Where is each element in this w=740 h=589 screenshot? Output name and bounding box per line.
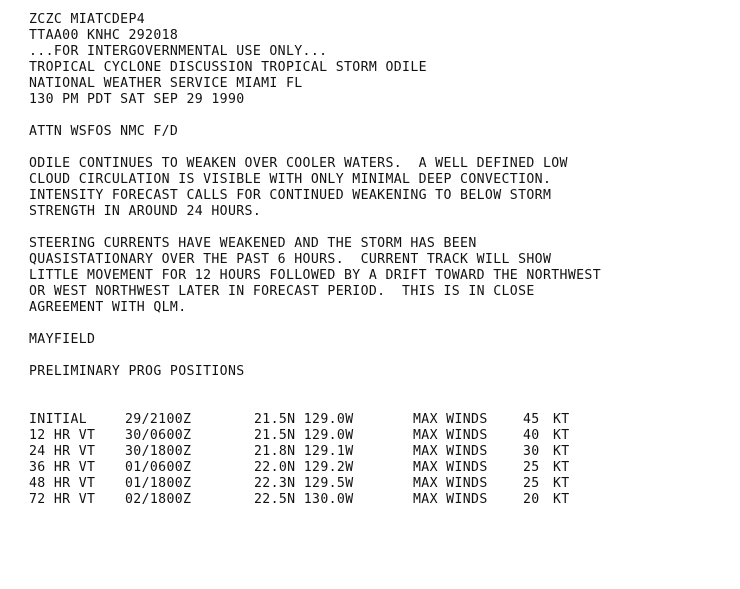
latitude: 21.8N <box>254 444 296 459</box>
paragraph-line: STEERING CURRENTS HAVE WEAKENED AND THE STORM HAS BEEN <box>29 236 477 251</box>
attention-line: ATTN WSFOS NMC F/D <box>29 124 179 139</box>
table-row <box>29 476 729 492</box>
forecast-position <box>254 444 413 460</box>
longitude: 129.2W <box>303 460 354 475</box>
wind-speed: 25 <box>523 476 540 491</box>
winds-label: MAX WINDS <box>413 428 488 443</box>
wind-speed: 25 <box>523 460 540 475</box>
header-line: TROPICAL CYCLONE DISCUSSION TROPICAL STORM ODILE <box>29 60 427 75</box>
paragraph-line: OR WEST NORTHWEST LATER IN FORECAST PERIOD. THIS IS IN CLOSE <box>29 284 535 299</box>
header-line: ZCZC MIATCDEP4 <box>29 12 146 27</box>
spacer <box>29 396 729 412</box>
paragraph-intensity <box>29 156 729 220</box>
paragraph-line: QUASISTATIONARY OVER THE PAST 6 HOURS. CURRENT TRACK WILL SHOW <box>29 252 552 267</box>
paragraph-steering <box>29 236 729 316</box>
forecast-time: 01/0600Z <box>125 460 192 475</box>
table-row <box>29 460 729 476</box>
table-row <box>29 428 729 444</box>
forecaster-signature: MAYFIELD <box>29 332 96 347</box>
paragraph-line: ODILE CONTINUES TO WEAKEN OVER COOLER WATERS. A WELL DEFINED LOW <box>29 156 568 171</box>
winds-label: MAX WINDS <box>413 460 488 475</box>
winds-label: MAX WINDS <box>413 492 488 507</box>
spacer <box>29 380 729 396</box>
discussion-document <box>29 12 729 508</box>
paragraph-line: AGREEMENT WITH QLM. <box>29 300 187 315</box>
winds-label: MAX WINDS <box>413 412 488 427</box>
latitude: 22.5N <box>254 492 296 507</box>
longitude: 129.1W <box>303 444 354 459</box>
table-row <box>29 444 729 460</box>
header-block <box>29 12 729 108</box>
wind-unit: KT <box>553 460 570 475</box>
forecast-label: INITIAL <box>29 412 88 427</box>
forecast-position <box>254 428 413 444</box>
table-row <box>29 492 729 508</box>
forecast-time: 29/2100Z <box>125 412 192 427</box>
prog-positions-title: PRELIMINARY PROG POSITIONS <box>29 364 245 379</box>
longitude: 129.5W <box>303 476 354 491</box>
table-row <box>29 412 729 428</box>
header-line: ...FOR INTERGOVERNMENTAL USE ONLY... <box>29 44 328 59</box>
wind-unit: KT <box>553 428 570 443</box>
spacer <box>29 140 729 156</box>
forecast-time: 02/1800Z <box>125 492 192 507</box>
forecast-label: 24 HR VT <box>29 444 96 459</box>
header-line: 130 PM PDT SAT SEP 29 1990 <box>29 92 245 107</box>
wind-speed: 20 <box>523 492 540 507</box>
latitude: 22.3N <box>254 476 296 491</box>
forecast-label: 48 HR VT <box>29 476 96 491</box>
forecast-position <box>254 460 413 476</box>
latitude: 21.5N <box>254 412 296 427</box>
forecast-position <box>254 476 413 492</box>
winds-label: MAX WINDS <box>413 444 488 459</box>
latitude: 22.0N <box>254 460 296 475</box>
spacer <box>29 348 729 364</box>
forecast-time: 30/1800Z <box>125 444 192 459</box>
wind-unit: KT <box>553 444 570 459</box>
spacer <box>29 220 729 236</box>
latitude: 21.5N <box>254 428 296 443</box>
wind-unit: KT <box>553 412 570 427</box>
forecast-label: 36 HR VT <box>29 460 96 475</box>
wind-speed: 45 <box>523 412 540 427</box>
header-line: NATIONAL WEATHER SERVICE MIAMI FL <box>29 76 303 91</box>
wind-unit: KT <box>553 492 570 507</box>
paragraph-line: INTENSITY FORECAST CALLS FOR CONTINUED WEAKENING TO BELOW STORM <box>29 188 552 203</box>
forecast-label: 12 HR VT <box>29 428 96 443</box>
spacer <box>29 108 729 124</box>
paragraph-line: LITTLE MOVEMENT FOR 12 HOURS FOLLOWED BY A DRIFT TOWARD THE NORTHWEST <box>29 268 601 283</box>
paragraph-line: STRENGTH IN AROUND 24 HOURS. <box>29 204 262 219</box>
longitude: 130.0W <box>303 492 354 507</box>
spacer <box>29 316 729 332</box>
forecast-position <box>254 412 413 428</box>
wind-speed: 40 <box>523 428 540 443</box>
wind-unit: KT <box>553 476 570 491</box>
forecast-label: 72 HR VT <box>29 492 96 507</box>
prog-positions-table <box>29 412 729 508</box>
winds-label: MAX WINDS <box>413 476 488 491</box>
longitude: 129.0W <box>303 412 354 427</box>
header-line: TTAA00 KNHC 292018 <box>29 28 179 43</box>
forecast-time: 01/1800Z <box>125 476 192 491</box>
paragraph-line: CLOUD CIRCULATION IS VISIBLE WITH ONLY MINIMAL DEEP CONVECTION. <box>29 172 552 187</box>
longitude: 129.0W <box>303 428 354 443</box>
wind-speed: 30 <box>523 444 540 459</box>
forecast-time: 30/0600Z <box>125 428 192 443</box>
forecast-position <box>254 492 413 508</box>
